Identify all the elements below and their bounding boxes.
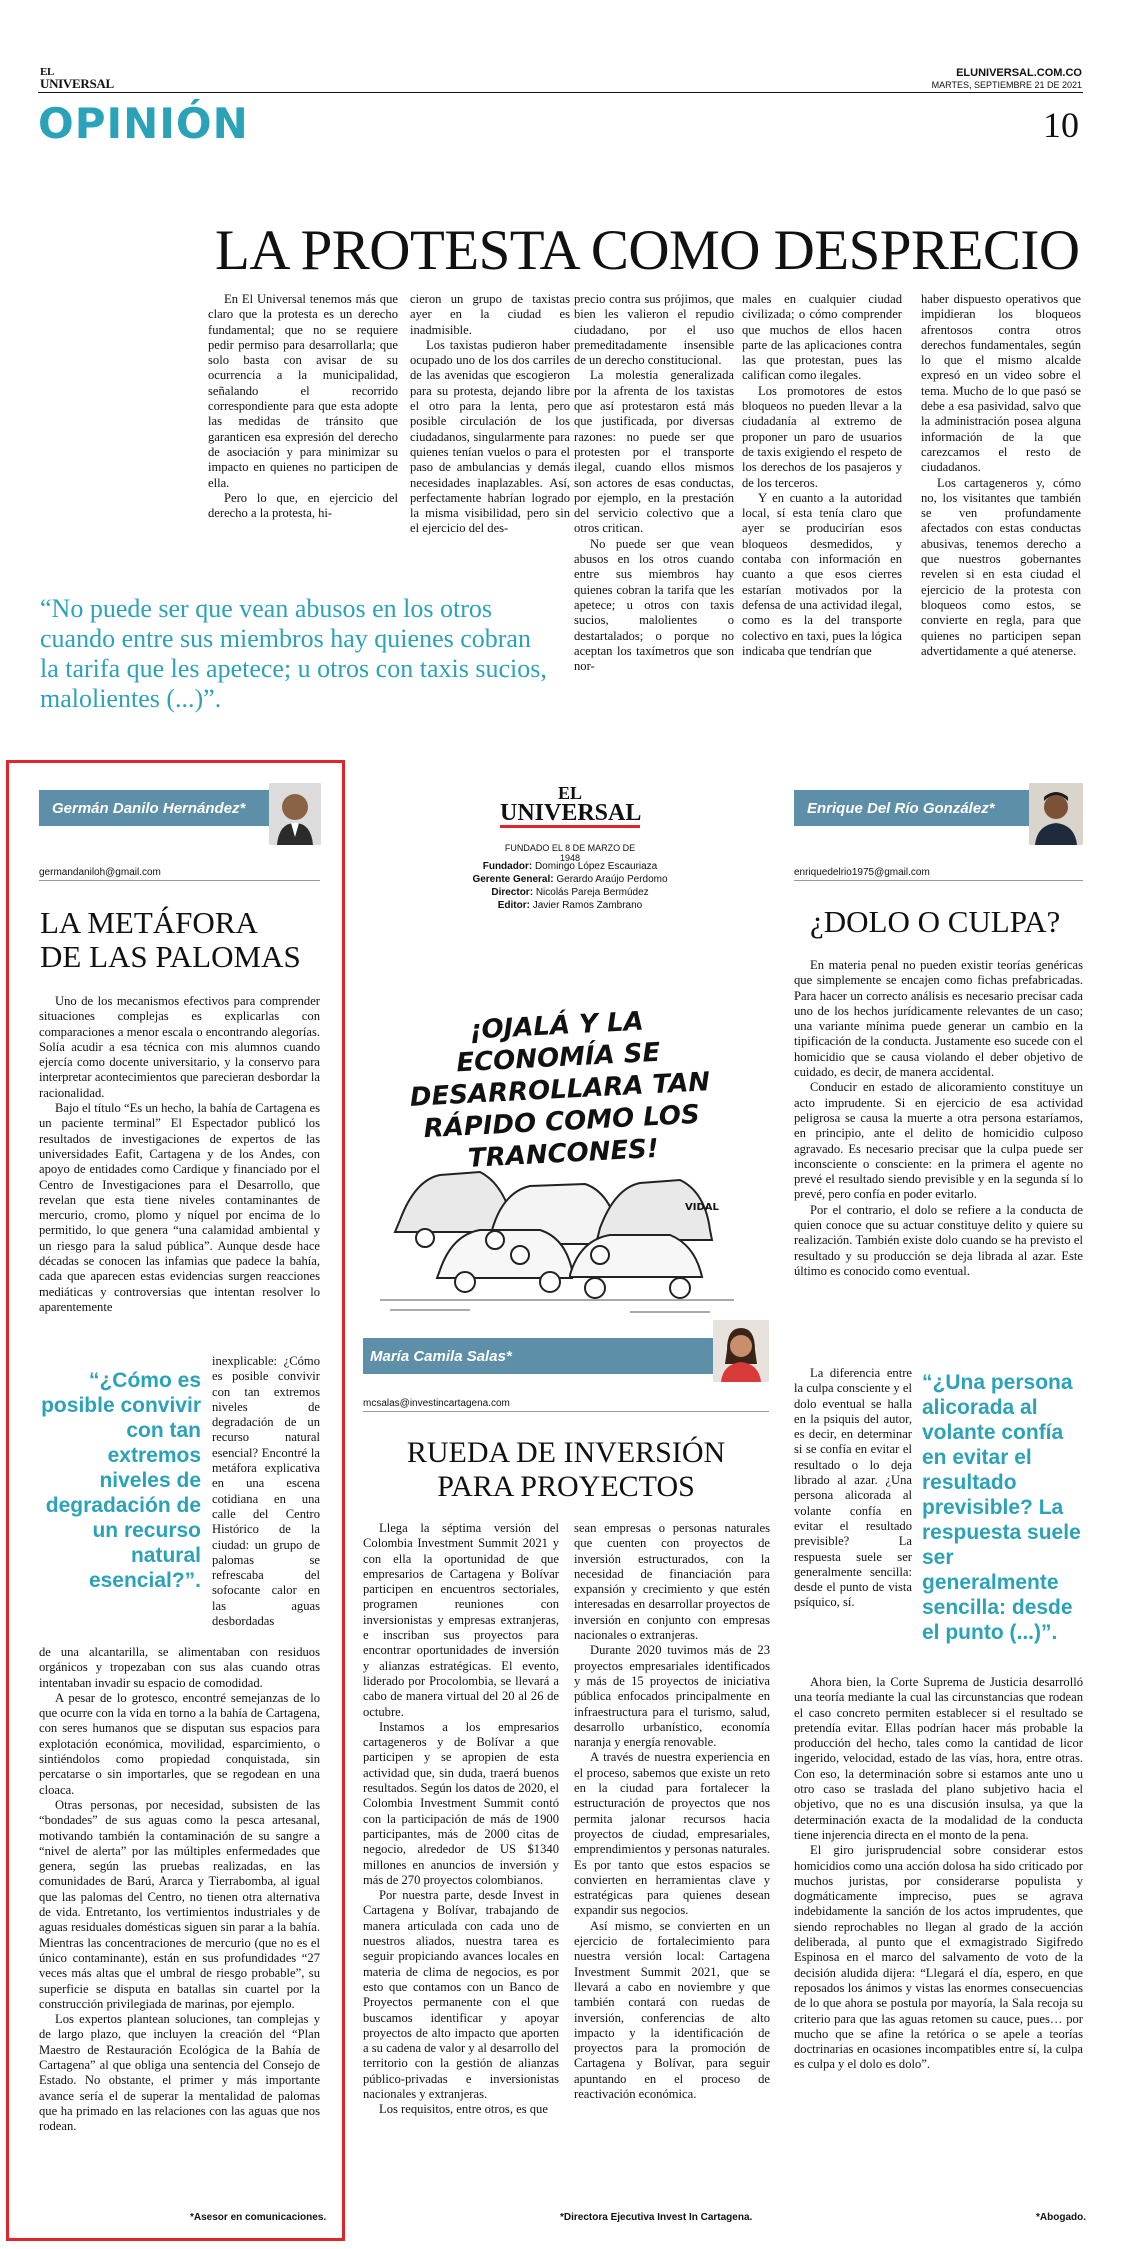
footnote: *Directora Ejecutiva Invest In Cartagena. bbox=[560, 2212, 753, 2223]
site-url[interactable]: ELUNIVERSAL.COM.CO bbox=[956, 67, 1082, 79]
staff-row: Fundador: Domingo López Escauriaza bbox=[482, 861, 658, 872]
article-headline: ¿DOLO O CULPA? bbox=[810, 904, 1061, 939]
founded-date: FUNDADO EL 8 DE MARZO DE 1948 bbox=[504, 843, 636, 863]
editorial-cartoon bbox=[380, 970, 734, 1320]
editorial-paragraph: haber dispuesto operativos que impidieran los bloqueos afrentosos contra otros derechos fundamentales, según lo que el mismo alcalde expresó en un video sobre el tema. Mucho de lo que pasó se debe a esa pasividad, salvo que la administración posea alguna información de la que carezcamos el resto de ciudadanos. bbox=[921, 292, 1081, 475]
editorial-paragraph: Los promotores de estos bloqueos no pueden llevar a la ciudadanía al extremo de proponer un paro de usuarios de taxis exigiendo el respeto de los derechos de los pasajeros y de los terceros. bbox=[742, 383, 902, 490]
publication-date: MARTES, SEPTIEMBRE 21 DE 2021 bbox=[931, 80, 1082, 90]
right-article-top bbox=[794, 958, 1083, 1279]
editorial-paragraph: Y en cuanto a la autoridad local, sí esta tenía claro que ayer se producirían esos bloqueos desmedidos, y contaba con información en cuanto a que esos cierres estarían motivados por la defensa de una actividad ilegal, como es la del transporte colectivo en taxi, pues la lógica indicaba que tendrían que bbox=[742, 490, 902, 658]
author-email[interactable]: enriquedelrio1975@gmail.com bbox=[794, 867, 930, 878]
center-article-col-1 bbox=[363, 1521, 559, 2118]
staff-row: Gerente General: Gerardo Araújo Perdomo bbox=[472, 874, 668, 885]
center-logo-bottom: UNIVERSAL bbox=[500, 800, 642, 826]
editorial-paragraph: Los cartageneros y, cómo no, los visitantes que también se ven profundamente afectados con estas conductas abusivas, tenemos derecho a que nuestros gobernantes revelen si en esta ciudad el ejercicio de la protesta con bloqueos como estos, se convierte en regla, para que quienes no participen sepan advertidamente a qué atenerse. bbox=[921, 475, 1081, 658]
author-photo bbox=[1029, 783, 1083, 845]
editorial-col-2 bbox=[410, 292, 570, 537]
thin-rule bbox=[794, 880, 1083, 881]
author-name[interactable]: María Camila Salas* bbox=[370, 1348, 512, 1365]
article-paragraph: sean empresas o personas naturales que cuenten con proyectos de inversión estructurados, con la necesidad de financiación para expansión y crecimiento y que estén interesadas en desarrollar proyectos de inversión en conjunto con empresas nacionales o extranjeras. bbox=[574, 1521, 770, 1643]
editorial-paragraph: Los taxistas pudieron haber ocupado uno de los dos carriles de las avenidas que escogieron para su protesta, dejando libre el otro para la lenta, pero posible circulación de los ciudadanos, singularmente para quienes tenían vuelos o para el paso de ambulancias y demás necesidades inaplazables. Así, perfectamente habrían logrado la misma visibilidad, pero sin el ejercicio del des- bbox=[410, 337, 570, 536]
editorial-col-1 bbox=[208, 292, 398, 521]
headline-line: RUEDA DE INVERSIÓN bbox=[406, 1436, 726, 1469]
editorial-paragraph: La molestia generalizada por la afrenta de los taxistas que así protestaron está más que justificada, por diversas razones: no puede ser que protesten por el transporte ilegal, cuando ellos mismos son actores de esas conductas, por ejemplo, en la prestación del servicio colectivo que a otros critican. bbox=[574, 368, 734, 536]
article-paragraph: Llega la séptima versión del Colombia Investment Summit 2021 y con ella la oportunidad de que empresarios de Cartagena y Bolívar participen en encuentros sectoriales, programen reuniones con inversionistas y empresas extranjeras, e inscriban sus proyectos para encontrar oportunidades de inversión y alianzas estratégicas. El evento, liderado por Procolombia, se llevará a cabo de manera virtual del 20 al 26 de octubre. bbox=[363, 1521, 559, 1719]
editorial-pull-quote: “No puede ser que vean abusos en los otros cuando entre sus miembros hay quienes cobran la tarifa que les apetece; u otros con taxis sucios, malolientes (...)”. bbox=[40, 594, 547, 713]
author-name[interactable]: Enrique Del Río González* bbox=[807, 800, 995, 817]
logo-bottom: UNIVERSAL bbox=[40, 76, 114, 91]
section-title: OPINIÓN bbox=[38, 99, 249, 148]
author-email[interactable]: mcsalas@investincartagena.com bbox=[363, 1398, 510, 1409]
staff-row: Director: Nicolás Pareja Bermúdez bbox=[491, 887, 649, 898]
masthead-logo[interactable] bbox=[40, 66, 114, 90]
cartoon-signature: VIDAL bbox=[685, 1202, 719, 1213]
footnote: *Abogado. bbox=[1036, 2212, 1086, 2223]
right-article-wrap bbox=[794, 1366, 912, 1611]
article-paragraph: Durante 2020 tuvimos más de 23 proyectos empresariales identificados y más de 15 proyectos de iniciativa pública enfocados principalmente en infraestructura para el turismo, salud, desarrollo urbanístico, economía naranja y energía renovable. bbox=[574, 1643, 770, 1750]
article-paragraph: A través de nuestra experiencia en el proceso, sabemos que existe un reto en la ciudad para fortalecer la estructuración de proyectos que nos permita jalonar recursos hacia proyectos de ciudad, empresariales, emprendimientos y personas naturales. Es por tanto que estos espacios se convierten en herramientas clave y estratégicas para quienes desean expandir sus negocios. bbox=[574, 1750, 770, 1918]
cartoon-caption: ¡OJALÁ Y LA ECONOMÍA SE DESARROLLARA TAN RÁPIDO COMO LOS TRANCONES! bbox=[409, 1006, 711, 1174]
article-paragraph: Así mismo, se convierten en un ejercicio de fortalecimiento para nuestra versión local: Cartagena Investment Summit 2021, que se llevará a cabo en noviembre y que también contará con ruedas de inversión, conferencias de alto impacto y la identificación de proyectos para la promoción de Cartagena y Bolívar, para seguir apuntando en el proceso de reactivación económica. bbox=[574, 1918, 770, 2101]
editorial-paragraph: cieron un grupo de taxistas ayer en la ciudad es inadmisible. bbox=[410, 292, 570, 337]
editorial-paragraph: males en cualquier ciudad civilizada; o cómo comprender que muchos de ellos hacen parte de las aplicaciones contra las que protestan, pues las califican como ilegales. bbox=[742, 292, 902, 383]
thin-rule bbox=[39, 880, 320, 881]
article-paragraph: Por el contrario, el dolo se refiere a la conducta de quien conoce que su actuar constituye delito y quiere su realización. También existe dolo cuando se ha previsto el resultado y su producción se deja librada al azar. Este último es conocido como eventual. bbox=[794, 1202, 1083, 1278]
editorial-paragraph: Pero lo que, en ejercicio del derecho a la protesta, hi- bbox=[208, 490, 398, 521]
article-paragraph: Conducir en estado de alicoramiento constituye un acto imprudente. Si en ejercicio de esa actividad peligrosa se causa la muerte a otra persona estaríamos, en principio, ante el delito de homicidio culposo agravado. Es necesario precisar que la culpa puede ser inconsciente o consciente: en la primera el agente no prevé el resultado siendo previsible y en la segunda sí lo prevé, pero confía en poder evitarlo. bbox=[794, 1080, 1083, 1202]
editorial-col-5 bbox=[921, 292, 1081, 659]
article-paragraph: inexplicable: ¿Cómo es posible convivir con tan extremos niveles de degradación de un recurso natural esencial? Encontré la metáfora explicativa en una escena cotidiana en una calle del Centro Histórico de la ciudad: un grupo de palomas se refrescaba del sofocante calor en las aguas desbordadas bbox=[212, 1354, 320, 1629]
author-bar-center bbox=[363, 1338, 713, 1374]
masthead-rule bbox=[38, 92, 1083, 93]
author-bar-left bbox=[39, 790, 269, 826]
article-paragraph: Instamos a los empresarios cartageneros y de Bolívar a que participen y se apropien de esta actividad que, sin duda, traerá buenos resultados. Según los datos de 2020, el Colombia Investment Summit contó con la participación de más de 1900 participantes, más de 2000 citas de negocio, alrededor de US $1340 millones en anuncios de inversión y más de 270 proyectos colombianos. bbox=[363, 1719, 559, 1887]
center-article-col-2 bbox=[574, 1521, 770, 2102]
article-paragraph: La diferencia entre la culpa consciente y el dolo eventual se halla en la psiquis del autor, es decir, en determinar si se confía en evitar el resultado o lo deja librado al azar. ¿Una persona alicorada al volante confía en evitar el resultado previsible? La respuesta suele ser generalmente sencilla: desde el punto de vista psíquico, sí. bbox=[794, 1366, 912, 1610]
editorial-paragraph: precio contra sus prójimos, que bien les valieron el repudio ciudadano, por el uso premeditadamente insensible de un derecho constitucional. bbox=[574, 292, 734, 368]
logo-top: EL bbox=[40, 66, 55, 78]
headline-line: DE LAS PALOMAS bbox=[40, 939, 301, 974]
staff-row: Editor: Javier Ramos Zambrano bbox=[497, 900, 643, 911]
headline-line: LA METÁFORA bbox=[40, 905, 258, 940]
editorial-paragraph: En El Universal tenemos más que claro que la protesta es un derecho fundamental; que no se requiere pedir permiso para desarrollarla; que solo basta con avisar de su ocurrencia a la municipalidad, señalando el recorrido correspondiente para que esta adopte las medidas de tránsito que garanticen esa expresión del derecho de asociación y para minimizar su impacto en quienes no participen de ella. bbox=[208, 292, 398, 490]
thin-rule bbox=[363, 1411, 769, 1412]
article-paragraph: Por nuestra parte, desde Invest in Cartagena y Bolívar, trabajando de manera articulada con cada uno de nuestros aliados, nuestra tarea es seguir propiciando avances locales en materia de clima de negocios, es por esto que contamos con un Banco de Proyectos permanente con el que buscamos identificar y apoyar proyectos de alto impacto que aporten a su cadena de valor y al desarrollo del territorio con la gestión de alianzas público-privadas e inversionistas nacionales y extranjeras. bbox=[363, 1888, 559, 2101]
center-logo[interactable] bbox=[500, 785, 640, 828]
article-paragraph: Uno de los mecanismos efectivos para comprender situaciones complejas es explicarlas con comparaciones a menor escala o encontrando alegorías. Solía acudir a esa técnica con mis alumnos cuando ejercía como docente universitario, y la conservo para interpretar acontecimientos que parecieran desbordar la racionalidad. bbox=[39, 994, 320, 1100]
article-paragraph: En materia penal no pueden existir teorías genéricas que simplemente se encajen como fichas prefabricadas. Para hacer un correcto análisis es necesario precisar cada uno de los hechos jurídicamente relevantes de un caso; una variante mínima puede generar un cambio en la tipificación de la conducta. Justamente eso sucede con el homicidio que se causa violando el deber objetivo de cuidado, es decir, de manera accidental. bbox=[794, 958, 1083, 1080]
editorial-headline: LA PROTESTA COMO DESPRECIO bbox=[215, 219, 1080, 282]
page-number: 10 bbox=[1043, 105, 1079, 145]
article-paragraph: Bajo el título “Es un hecho, la bahía de Cartagena es un paciente terminal” El Espectador publicó los resultados de investigaciones de expertos de las universidades Eafit, Cartagena y de los Andes, con apoyo de entidades como Cardique y financiado por el Centro de Investigaciones para el Desarrollo, que revelan que esta tiene niveles contaminantes de mercurio, cromo, plomo y níquel por encima de lo permitido, lo que genera “una calamidad ambiental y un riesgo para la salud pública”. Aunque desde hace décadas se conocen las infamias que padece la bahía, cada que aparecen estas evidencias surgen reacciones mediáticas y controversias que intentan resolver lo aparentemente bbox=[39, 1101, 320, 1314]
article-paragraph: El giro jurisprudencial sobre considerar estos homicidios como una acción dolosa ha sido criticado por muchos juristas, por considerarse populista y dogmáticamente impreciso, pues se agrava indebidamente la sanción de los actos imprudentes, que siendo reprochables no llegan al grado de la acción deliberada, al punto que el exmagistrado Sigifredo Espinosa en el marco del salvamento de voto de la decisión aludida dijera: “Llegará el día, espero, en que reposados los ánimos y vistas las enormes consecuencias de lo que ahora se postula por mayoría, la Sala recoja su criterio para que las aguas retomen su cauce, pues… por mucho que se afine la retórica o se apele a teorías doctrinarias en ocasiones incompatibles entre sí, la culpa es culpa y el dolo es dolo”. bbox=[794, 1843, 1083, 2072]
staff-list bbox=[430, 860, 710, 912]
author-name[interactable]: Germán Danilo Hernández* bbox=[52, 800, 246, 817]
article-paragraph: Otras personas, por necesidad, subsisten de las “bondades” de sus aguas como la pesca artesanal, motivando también la contaminación de su sangre a “nivel de alerta” por las múltiples enfermedades que genera, según las pruebas realizadas, en las comunidades de Barú, Ararca y Tierrabomba, al igual que las palomas del Centro, no tienen otra alternativa de vida. Entretanto, los vertimientos industriales y de aguas residuales domésticas siguen sin parar a la bahía. Mientras las concentraciones de mercurio (que no es el único contaminante), están en sus profundidades “27 veces más altas que el umbral de riesgo probable”, su superficie se disputa en batallas sin cuartel por la construcción privilegiada de marinas, por ejemplo. bbox=[39, 1797, 320, 2011]
article-headline bbox=[40, 906, 330, 974]
article-paragraph: de una alcantarilla, se alimentaban con residuos orgánicos y tropezaban con sus alas cuando otras intentaban invadir su espacio de comodidad. bbox=[39, 1645, 320, 1690]
author-photo bbox=[713, 1320, 769, 1382]
footnote: *Asesor en comunicaciones. bbox=[190, 2212, 327, 2223]
author-bar-right bbox=[794, 790, 1029, 826]
left-article-wrap bbox=[212, 1354, 320, 1629]
pull-quote: “¿Cómo es posible convivir con tan extremos niveles de degradación de un recurso natural esencial?”. bbox=[41, 1369, 201, 1592]
pull-quote: “¿Una persona alicorada al volante confía en evitar el resultado previsible? La respuesta suele ser generalmente sencilla: desde el punto (...)”. bbox=[922, 1371, 1081, 1644]
article-paragraph: A pesar de lo grotesco, encontré semejanzas de lo que ocurre con la vida en torno a la bahía de Cartagena, con seres humanos que se disputan sus espacios para explotación económica, movilidad, esparcimiento, o sintiéndolos como propiedad conquistada, sin percatarse o sin importarles, que se regodean en una cloaca. bbox=[39, 1690, 320, 1797]
editorial-col-4 bbox=[742, 292, 902, 659]
headline-line: PARA PROYECTOS bbox=[437, 1470, 695, 1503]
right-article-bottom bbox=[794, 1675, 1083, 2073]
editorial-col-3 bbox=[574, 292, 734, 674]
center-logo-top: EL bbox=[557, 783, 582, 803]
left-article-top bbox=[39, 994, 320, 1315]
article-paragraph: Los requisitos, entre otros, es que bbox=[379, 2102, 548, 2117]
author-email[interactable]: germandaniloh@gmail.com bbox=[39, 867, 161, 878]
article-headline bbox=[363, 1436, 769, 1504]
article-paragraph: Los expertos plantean soluciones, tan complejas y de largo plazo, que incluyen la creación del “Plan Maestro de Restauración Ecológica de la Bahía de Cartagena” al que obliga una sentencia del Consejo de Estado. No obstante, el primer y más importante avance sería el de superar la mentalidad de palomas que ha primado en las relaciones con las aguas que nos rodean. bbox=[39, 2012, 320, 2134]
author-photo bbox=[269, 783, 321, 845]
left-article-bottom bbox=[39, 1645, 320, 2135]
article-paragraph: Ahora bien, la Corte Suprema de Justicia desarrolló una teoría mediante la cual las circunstancias que rodean el caso concreto permiten establecer si el resultado se pretendía evitar. Ellas podrían hacer más probable la producción del hecho, tales como la cantidad de licor ingerido, velocidad, estado de las vías, hora, entre otras. Con eso, la determinación sobre si estamos ante uno u otro caso se traslada del plano subjetivo hacia el objetivo, que no es una discusión insulsa, ya que la determinación exacta de la modalidad de la conducta tiene injerencia directa en el monto de la pena. bbox=[794, 1675, 1083, 1842]
editorial-paragraph: No puede ser que vean abusos en los otros cuando entre sus miembros hay quienes cobran la tarifa que les apetece; u otros con taxis sucios, malolientes o destartalados; o porque no aceptan los taxímetros que son nor- bbox=[574, 536, 734, 674]
